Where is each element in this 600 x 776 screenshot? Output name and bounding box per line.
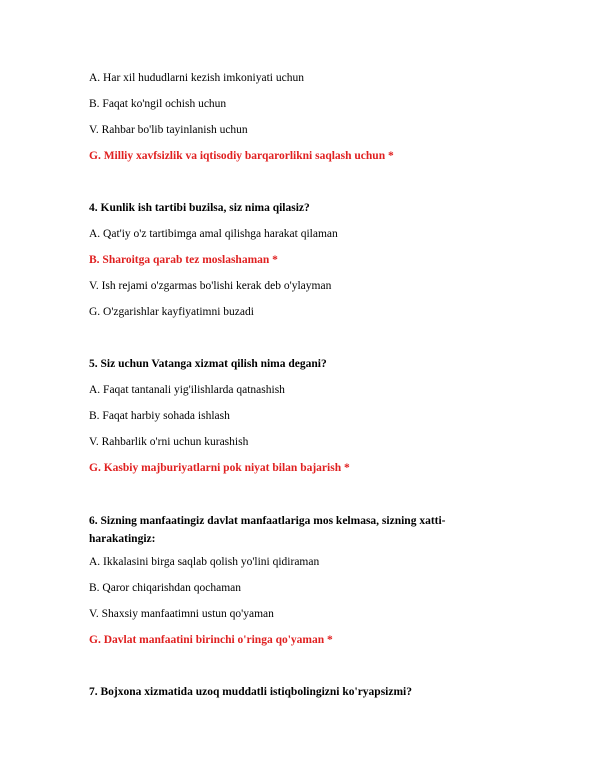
q4-question: 4. Kunlik ish tartibi buzilsa, siz nima qilasiz?: [89, 202, 310, 214]
q6-option-b: B. Qaror chiqarishdan qochaman: [89, 582, 242, 594]
q4-option-v: V. Ish rejami o'zgarmas bo'lishi kerak deb o'ylayman: [89, 280, 332, 292]
q5-option-v: V. Rahbarlik o'rni uchun kurashish: [89, 436, 249, 448]
q6-question: 6. Sizning manfaatingiz davlat manfaatlariga mos kelmasa, sizning xatti-harakatingiz:: [89, 515, 446, 545]
q5-option-b: B. Faqat harbiy sohada ishlash: [89, 410, 230, 422]
q3-option-b: B. Faqat ko'ngil ochish uchun: [89, 98, 227, 110]
q4-option-a: A. Qat'iy o'z tartibimga amal qilishga harakat qilaman: [89, 228, 338, 240]
q3-option-a: A. Har xil hududlarni kezish imkoniyati uchun: [89, 72, 304, 84]
q4-option-b-correct: B. Sharoitga qarab tez moslashaman *: [89, 254, 278, 266]
q6-option-a: A. Ikkalasini birga saqlab qolish yo'lini qidiraman: [89, 556, 320, 568]
q4-option-g: G. O'zgarishlar kayfiyatimni buzadi: [89, 306, 254, 318]
q5-option-g-correct: G. Kasbiy majburiyatlarni pok niyat bilan bajarish *: [89, 462, 350, 474]
q3-option-g-correct: G. Milliy xavfsizlik va iqtisodiy barqarorlikni saqlash uchun *: [89, 150, 394, 162]
q6-option-g-correct: G. Davlat manfaatini birinchi o'ringa qo'yaman *: [89, 634, 333, 646]
q7-question: 7. Bojxona xizmatida uzoq muddatli istiqbolingizni ko'ryapsizmi?: [89, 686, 413, 698]
q6-option-v: V. Shaxsiy manfaatimni ustun qo'yaman: [89, 608, 274, 620]
q3-option-v: V. Rahbar bo'lib tayinlanish uchun: [89, 124, 248, 136]
q5-question: 5. Siz uchun Vatanga xizmat qilish nima degani?: [89, 358, 327, 370]
q5-option-a: A. Faqat tantanali yig'ilishlarda qatnashish: [89, 384, 285, 396]
